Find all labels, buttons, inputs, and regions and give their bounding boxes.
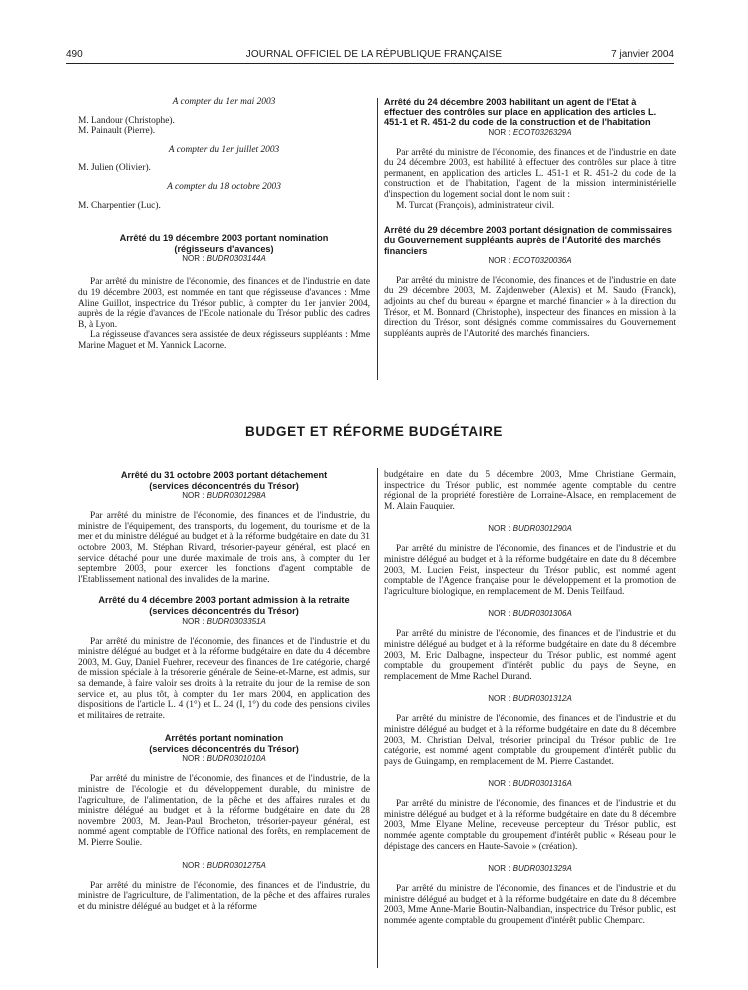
nor-code: BUDR0303351A xyxy=(206,616,266,626)
name-entry: M. Charpentier (Luc). xyxy=(78,200,161,211)
nor-reference xyxy=(384,864,676,874)
nor-reference xyxy=(78,254,370,264)
effective-date: A compter du 1er juillet 2003 xyxy=(168,144,280,155)
nor-code: BUDR0301275A xyxy=(206,860,266,870)
nor-label: NOR : xyxy=(182,254,205,264)
top-left-column xyxy=(78,97,370,352)
nor-reference xyxy=(78,754,370,764)
decree-title: Arrêté du 24 décembre 2003 habilitant un agent de l'Etat à effectuer des contrôles sur place en application des articles L. 451-1 et R. 451-2 du code de la construction et de l'habitation xyxy=(384,97,657,128)
nor-reference xyxy=(78,491,370,501)
nor-label: NOR : xyxy=(182,860,205,870)
nor-reference xyxy=(78,861,370,871)
decree-title: Arrêté du 4 décembre 2003 portant admission à la retraite xyxy=(98,595,350,606)
decree-paragraph: Par arrêté du ministre de l'économie, des finances et de l'industrie, de la ministre de l'écologie et du développement durable, du ministre de l'agriculture, de l'alimentation, de la pêche et des affaires rurales et du ministre délégué au budget et à la réforme budgétaire en date du 28 novembre 2003, M. Jean-Paul Brocheton, trésorier-payeur général, est nommé agent comptable de l'Office national des forêts, en remplacement de M. Pierre Soulie. xyxy=(78,774,370,849)
name-entry: M. Painault (Pierre). xyxy=(78,126,156,137)
bottom-right-column xyxy=(384,470,676,927)
nor-code: ECOT0320036A xyxy=(512,255,572,265)
nor-code: BUDR0301312A xyxy=(512,694,572,704)
page-number: 490 xyxy=(66,49,83,60)
decree-title: Arrêtés portant nomination xyxy=(164,733,284,744)
decree-paragraph: Par arrêté du ministre de l'économie, des finances et de l'industrie et du ministre délégué au budget et à la réforme budgétaire en date du 8 décembre 2003, Mme Anne-Marie Boutin-Nalbandian, inspectrice du Trésor public, est nommée agente comptable du groupement d'intérêt public Chemparc. xyxy=(384,884,676,927)
decree-paragraph: M. Turcat (François), administrateur civil. xyxy=(396,200,555,211)
nor-code: BUDR0303144A xyxy=(206,254,266,264)
decree-paragraph: budgétaire en date du 5 décembre 2003, Mme Christiane Germain, inspectrice du Trésor public, est nommée agente comptable du centre régional de la propriété forestière de Lorraine-Alsace, en remplacement de M. Alain Fauquier. xyxy=(384,470,676,512)
nor-code: BUDR0301306A xyxy=(512,609,572,619)
decree-paragraph: Par arrêté du ministre de l'économie, des finances et de l'industrie en date du 24 décembre 2003, est habilité à effectuer des contrôles sur place à titre permanent, en application des articles L. 451-1 et R. 451-2 du code de la construction et de l'habitation, l'agent de la mission interministérielle d'inspection du logement social dont le nom suit : xyxy=(384,147,676,200)
nor-code: BUDR0301298A xyxy=(206,491,266,501)
nor-reference xyxy=(384,128,676,138)
decree-title: Arrêté du 31 octobre 2003 portant détachement xyxy=(120,470,328,480)
nor-label: NOR : xyxy=(488,779,511,789)
decree-paragraph: Par arrêté du ministre de l'économie, des finances et de l'industrie et du ministre délégué au budget et à la réforme budgétaire en date du 8 décembre 2003, M. Eric Dalbagne, inspecteur du Trésor public, est nommé agent comptable du groupement d'intérêt public du pays de Seyne, en remplacement de Mme Rachel Durand. xyxy=(384,629,676,682)
effective-date: A compter du 1er mai 2003 xyxy=(172,97,276,107)
nor-reference xyxy=(78,617,370,627)
nor-reference xyxy=(384,694,676,704)
top-right-column xyxy=(384,97,676,339)
name-entry: M. Julien (Olivier). xyxy=(78,163,151,174)
nor-label: NOR : xyxy=(182,491,205,501)
decree-paragraph: Par arrêté du ministre de l'économie, des finances et de l'industrie et du ministre délégué au budget et à la réforme budgétaire en date du 8 décembre 2003, M. Christian Delval, trésorier principal du Trésor public de 1re catégorie, est nommé agent comptable du groupement d'intérêt public du pays de Guingamp, en remplacement de M. Pierre Castandet. xyxy=(384,714,676,767)
nor-code: BUDR0301290A xyxy=(512,524,572,534)
decree-title: Arrêté du 19 décembre 2003 portant nomination xyxy=(119,233,329,244)
nor-reference xyxy=(384,609,676,619)
issue-date: 7 janvier 2004 xyxy=(611,49,674,60)
nor-code: BUDR0301010A xyxy=(206,754,266,764)
nor-code: BUDR0301329A xyxy=(512,864,572,874)
bottom-left-column xyxy=(78,470,370,912)
decree-paragraph: Par arrêté du ministre de l'économie, des finances et de l'industrie et du ministre délégué au budget et à la réforme budgétaire en date du 8 décembre 2003, Mme Elyane Meline, receveuse percepteur du Trésor public, est nommée agente comptable du groupement d'intérêt public « Réseau pour le dépistage des cancers en Haute-Savoie » (création). xyxy=(384,799,676,852)
decree-paragraph: Par arrêté du ministre de l'économie, des finances et de l'industrie et du ministre délégué au budget et à la réforme budgétaire en date du 4 décembre 2003, M. Guy, Daniel Fuehrer, receveur des finances de 1re catégorie, chargé de mission spéciale à la trésorerie générale de Seine-et-Marne, est admis, sur sa demande, à faire valoir ses droits à la retraite du jour de la remise de son service et, au plus tôt, à compter du 1er mars 2004, en application des dispositions de l'article L. 4 (1°) et L. 24 (I, 1°) du code des pensions civiles et militaires de retraite. xyxy=(78,636,370,721)
column-separator-bottom xyxy=(377,468,378,968)
nor-reference xyxy=(384,524,676,534)
decree-paragraph: Par arrêté du ministre de l'économie, des finances et de l'industrie en date du 19 décembre 2003, est nommée en tant que régisseuse d'avances : Mme Aline Guillot, inspectrice du Trésor public, à compter du 1er janvier 2004, auprès de la régie d'avances de l'Ecole nationale du Trésor public des cadres B, à Lyon. xyxy=(78,277,370,330)
section-title: BUDGET ET RÉFORME BUDGÉTAIRE xyxy=(244,424,504,439)
nor-label: NOR : xyxy=(488,127,511,137)
nor-label: NOR : xyxy=(488,609,511,619)
effective-date: A compter du 18 octobre 2003 xyxy=(167,181,281,192)
decree-paragraph: Par arrêté du ministre de l'économie, des finances et de l'industrie, du ministre de l'équipement, des transports, du logement, du tourisme et de la mer et du ministre délégué au budget et à la réforme budgétaire en date du 31 octobre 2003, M. Stéphan Rivard, trésorier-payeur général, est placé en service détaché pour une durée maximale de trois ans, à compter du 1er septembre 2003, pour exercer les fonctions d'agent comptable de l'Etablissement national des invalides de la marine. xyxy=(78,511,370,585)
nor-code: BUDR0301316A xyxy=(512,779,572,789)
column-separator-top xyxy=(377,98,378,380)
nor-label: NOR : xyxy=(488,864,511,874)
header-rule xyxy=(66,63,674,64)
decree-subtitle: (services déconcentrés du Trésor) xyxy=(149,605,299,616)
nor-label: NOR : xyxy=(488,255,511,265)
nor-label: NOR : xyxy=(488,694,511,704)
decree-paragraph: Par arrêté du ministre de l'économie, des finances et de l'industrie en date du 29 décembre 2003, M. Zajdenweber (Alexis) et M. Saudo (Franck), adjoints au chef du bureau « épargne et marché financier » à la direction du Trésor, et M. Bonnard (Christophe), inspecteur des finances en mission à la direction du Trésor, sont désignés comme commissaires du Gouvernement suppléants auprès de l'Autorité des marchés financiers. xyxy=(384,275,676,339)
decree-paragraph: Par arrêté du ministre de l'économie, des finances et de l'industrie, du ministre de l'agriculture, de l'alimentation, de la pêche et des affaires rurales et du ministre délégué au budget et à la réforme xyxy=(78,880,370,912)
decree-paragraph: La régisseuse d'avances sera assistée de deux régisseurs suppléants : Mme Marine Maguet et M. Yannick Lacorne. xyxy=(78,330,370,351)
journal-title: JOURNAL OFFICIEL DE LA RÉPUBLIQUE FRANÇAISE xyxy=(245,49,503,60)
name-entry: M. Landour (Christophe). xyxy=(78,115,175,126)
nor-label: NOR : xyxy=(488,524,511,534)
nor-label: NOR : xyxy=(182,616,205,626)
decree-paragraph: Par arrêté du ministre de l'économie, des finances et de l'industrie et du ministre délégué au budget et à la réforme budgétaire en date du 8 décembre 2003, M. Lucien Feist, inspecteur du Trésor public, est nommé agent comptable de l'Agence française pour le développement et la promotion de l'agriculture biologique, en remplacement de M. Denis Teilfaud. xyxy=(384,544,676,597)
decree-title: Arrêté du 29 décembre 2003 portant désignation de commissaires du Gouvernement suppléants auprès de l'Autorité des marchés financiers xyxy=(384,225,672,256)
decree-subtitle: (régisseurs d'avances) xyxy=(174,243,274,254)
decree-subtitle: (services déconcentrés du Trésor) xyxy=(149,480,299,491)
nor-code: ECOT0326329A xyxy=(512,127,572,137)
nor-reference xyxy=(384,779,676,789)
decree-subtitle: (services déconcentrés du Trésor) xyxy=(149,743,299,754)
nor-reference xyxy=(384,256,676,266)
nor-label: NOR : xyxy=(182,754,205,764)
